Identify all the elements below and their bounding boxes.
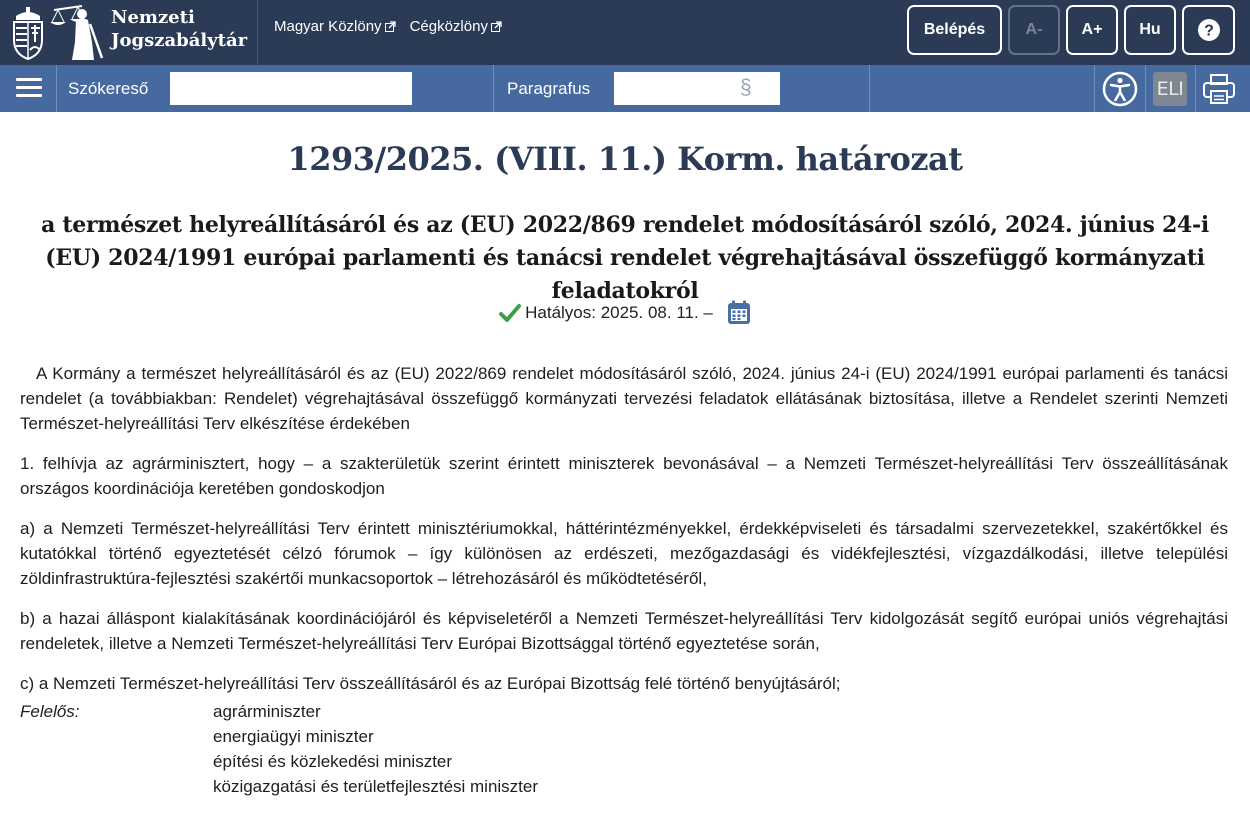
paragraph-search-input[interactable]	[614, 72, 780, 105]
keyword-search-input[interactable]	[170, 72, 412, 105]
brand-line-2: Jogszabálytár	[111, 30, 248, 51]
check-icon	[499, 303, 521, 323]
divider	[56, 65, 57, 112]
paragraph-search-label: Paragrafus	[507, 79, 591, 98]
point-1-paragraph: 1. felhívja az agrárminisztert, hogy – a szakterületük szerint érintett miniszterek bevonásával – a Nemzeti Természet-helyreállítási Terv összeállításának országos koordinációja keretében gondoskodjon	[20, 454, 1228, 498]
help-button[interactable]	[1182, 5, 1235, 55]
divider	[1195, 65, 1196, 112]
document-subtitle: a természet helyreállításáról és az (EU) 2022/869 rendelet módosításáról szóló, 2024. június 24-i (EU) 2024/1991 európai parlamenti és tanácsi rendelet végrehajtásával összefüggő kormányzati feladatokról	[41, 212, 1209, 304]
document-body	[20, 361, 1228, 799]
eli-label: ELI	[1153, 72, 1187, 106]
point-b-paragraph: b) a hazai álláspont kialakításának koordinációjáról és képviseletéről a Nemzeti Természet-helyreállítási Terv kidolgozását segítő európai uniós végrehajtási rendeletek, illetve a Nemzeti Természet-helyreállítási Terv Európai Bizottsággal történő egyeztetése során,	[20, 609, 1228, 653]
responsible-item: energiaügyi miniszter	[213, 727, 374, 746]
top-header	[0, 0, 1250, 65]
divider	[1145, 65, 1146, 112]
responsible-item: agrárminiszter	[213, 702, 321, 721]
font-increase-button[interactable]: A+	[1066, 5, 1118, 55]
print-icon[interactable]	[1200, 70, 1238, 108]
language-button[interactable]: Hu	[1124, 5, 1176, 55]
site-logo[interactable]	[0, 0, 258, 65]
brand-name	[111, 6, 247, 52]
validity-text: Hatályos: 2025. 08. 11. –	[525, 302, 713, 322]
calendar-icon[interactable]	[727, 300, 751, 325]
font-decrease-button[interactable]: A-	[1008, 5, 1060, 55]
responsible-label: Felelős:	[20, 702, 80, 721]
responsible-item: közigazgatási és területfejlesztési miniszter	[213, 777, 539, 796]
external-link-icon	[385, 21, 396, 32]
brand-line-1: Nemzeti	[111, 7, 195, 28]
responsible-list	[213, 699, 1228, 799]
divider	[869, 65, 870, 112]
accessibility-svg	[1102, 71, 1138, 107]
link-label: Cégközlöny	[409, 18, 488, 35]
help-glyph: ?	[1203, 22, 1214, 40]
point-c-paragraph: c) a Nemzeti Természet-helyreállítási Terv összeállításáról és az Európai Bizottság felé történő benyújtásáról;	[20, 674, 841, 693]
search-bar	[0, 65, 1250, 112]
external-links	[274, 18, 502, 35]
eli-button[interactable]	[1152, 70, 1188, 108]
cegkozlony-link[interactable]	[410, 18, 502, 35]
printer-svg	[1202, 72, 1236, 106]
magyar-kozlony-link[interactable]	[274, 18, 396, 35]
external-link-icon	[491, 21, 502, 32]
responsible-item: építési és közlekedési miniszter	[213, 752, 453, 771]
divider	[493, 65, 494, 112]
page-title: 1293/2025. (VIII. 11.) Korm. határozat	[287, 140, 963, 178]
coat-of-arms-icon	[10, 6, 46, 60]
point-a-paragraph: a) a Nemzeti Természet-helyreállítási Terv érintett minisztériumokkal, háttérintézményekkel, érdekképviseleti és társadalmi szervezetekkel, szakértőkkel és kutatókkal történő egyeztetését célzó fórumok – így különösen az erdészeti, mezőgazdasági és vidékfejlesztési, vízgazdálkodási, illetve települési zöldinfrastruktúra-fejlesztési szakértői munkacsoportok – létrehozásáról és működtetéséről,	[20, 519, 1228, 588]
intro-paragraph: A Kormány a természet helyreállításáról és az (EU) 2022/869 rendelet módosításáról szóló, 2024. június 24-i (EU) 2024/1991 európai parlamenti és tanácsi rendelet (a továbbiakban: Rendelet) végrehajtásával összefüggő kormányzati tervezési feladatok ellátásának biztosítása, illetve a Rendelet szerinti Nemzeti Természet-helyreállítási Terv elkészítése érdekében	[20, 364, 1228, 433]
lady-justice-icon	[48, 2, 106, 62]
divider	[1094, 65, 1095, 112]
menu-icon[interactable]	[16, 78, 42, 98]
help-icon	[1197, 18, 1221, 42]
accessibility-icon[interactable]	[1101, 70, 1139, 108]
validity-status	[0, 300, 1250, 325]
link-label: Magyar Közlöny	[274, 18, 382, 35]
keyword-search-label: Szókereső	[68, 79, 149, 98]
paragraph-sign-icon: §	[740, 76, 752, 99]
responsible-block	[20, 699, 1228, 799]
login-button[interactable]: Belépés	[907, 5, 1002, 55]
